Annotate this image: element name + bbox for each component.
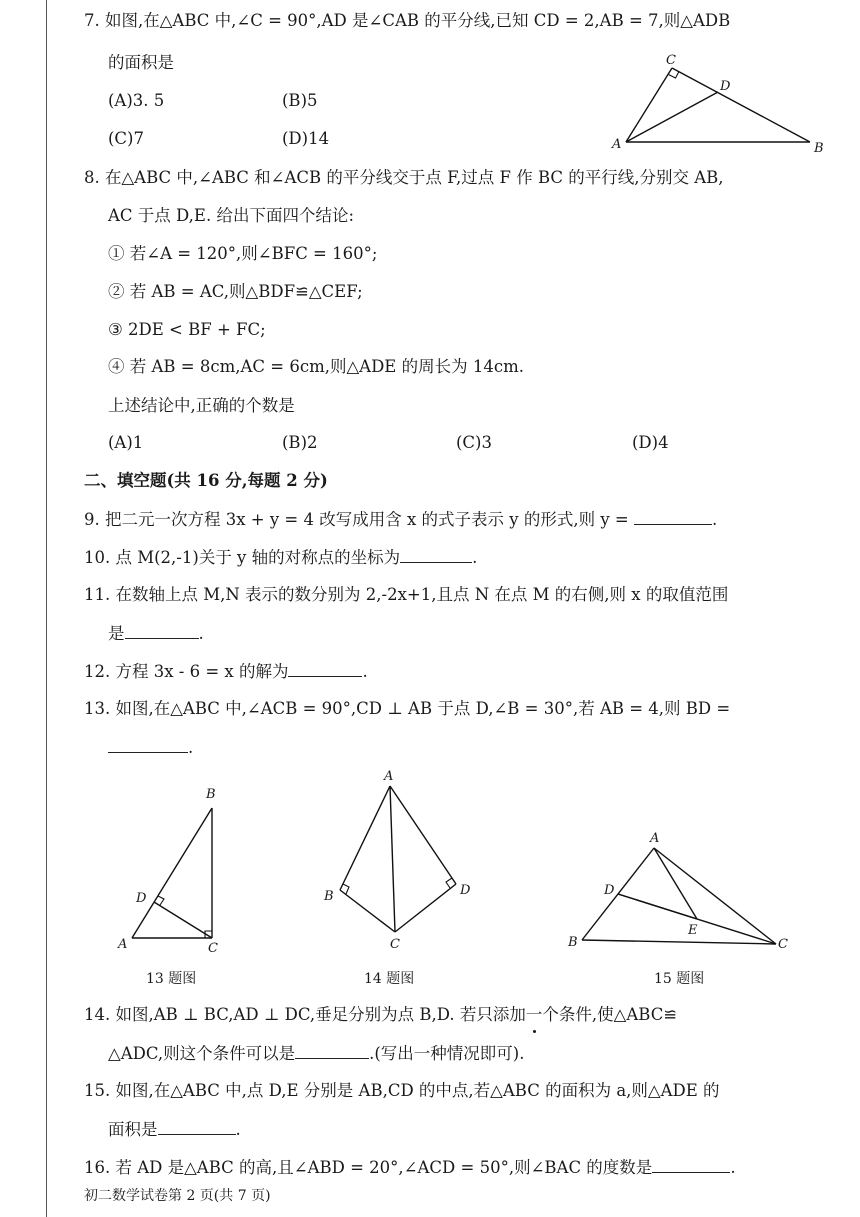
q8-option-a[interactable]: (A)1 — [108, 433, 144, 452]
q15-line2 — [108, 1118, 241, 1141]
q11-period: . — [198, 624, 204, 643]
q15-period: . — [235, 1120, 241, 1139]
q15-answer-blank[interactable] — [158, 1118, 236, 1135]
q16-line — [84, 1156, 736, 1179]
q7-option-d[interactable]: (D)14 — [282, 129, 330, 148]
q14-text-c: 个条件,使△ABC≌ — [542, 1005, 678, 1024]
figure-15 — [560, 828, 800, 962]
q14-line1 — [84, 1004, 677, 1026]
figure-15-caption: 15 题图 — [654, 971, 705, 987]
q10-line — [84, 546, 477, 569]
q9-text: 9. 把二元一次方程 3x + y = 4 改写成用含 x 的式子表示 y 的形式,则 y = — [84, 510, 629, 529]
figure-13 — [110, 778, 240, 962]
q9-period: . — [711, 510, 718, 529]
q11-answer-blank[interactable] — [125, 622, 199, 639]
q14-line2 — [108, 1042, 525, 1065]
f15-label-c: C — [778, 937, 788, 952]
q11-text-line2: 是 — [108, 624, 125, 643]
binding-margin-line — [46, 0, 47, 1217]
q15-text-line2: 面积是 — [108, 1120, 158, 1139]
q8-conclusion-4: ④ 若 AB = 8cm,AC = 6cm,则△ADE 的周长为 14cm. — [108, 357, 524, 376]
q10-period: . — [472, 548, 478, 567]
q8-stem-line2: AC 于点 D,E. 给出下面四个结论: — [108, 206, 355, 225]
q7-fig-label-c: C — [666, 53, 676, 68]
q9-answer-blank[interactable] — [634, 508, 712, 525]
q7-figure — [600, 46, 840, 160]
f13-label-b: B — [206, 787, 216, 802]
q14-text-line2a: △ADC,则这个条件可以是 — [108, 1044, 296, 1063]
figure-14-caption: 14 题图 — [364, 971, 415, 987]
q7-fig-label-d: D — [720, 79, 731, 94]
f13-label-a: A — [118, 937, 128, 952]
f15-label-d: D — [604, 883, 615, 898]
q10-answer-blank[interactable] — [400, 546, 472, 563]
q9-line — [84, 508, 717, 531]
q7-option-c[interactable]: (C)7 — [108, 129, 144, 148]
q7-stem-line2: 的面积是 — [108, 53, 174, 72]
q16-period: . — [730, 1158, 736, 1177]
f14-label-a: A — [384, 769, 394, 784]
q16-text: 16. 若 AD 是△ABC 的高,且∠ABD = 20°,∠ACD = 50°,则∠BAC 的度数是 — [84, 1158, 653, 1177]
f14-label-b: B — [324, 889, 334, 904]
q13-line2 — [108, 736, 193, 759]
q14-text-line2b: .(写出一种情况即可). — [369, 1044, 525, 1063]
q8-stem-line1: 8. 在△ABC 中,∠ABC 和∠ACB 的平分线交于点 F,过点 F 作 BC 的平行线,分别交 AB, — [84, 168, 724, 187]
q8-option-c[interactable]: (C)3 — [456, 433, 492, 452]
f13-label-c: C — [208, 941, 218, 956]
figure-14 — [310, 766, 480, 970]
q12-period: . — [362, 662, 368, 681]
q12-line — [84, 660, 368, 683]
f15-label-a: A — [650, 831, 660, 846]
q8-option-d[interactable]: (D)4 — [632, 433, 669, 452]
f13-label-d: D — [136, 891, 147, 906]
q8-question: 上述结论中,正确的个数是 — [108, 396, 295, 415]
q13-period: . — [188, 738, 194, 757]
q11-stem-line1: 11. 在数轴上点 M,N 表示的数分别为 2,-2x+1,且点 N 在点 M 的右侧,则 x 的取值范围 — [84, 585, 729, 604]
q7-fig-label-a: A — [612, 137, 622, 152]
q12-text: 12. 方程 3x - 6 = x 的解为 — [84, 662, 289, 681]
q7-option-a[interactable]: (A)3. 5 — [108, 91, 165, 110]
q13-stem-line1: 13. 如图,在△ABC 中,∠ACB = 90°,CD ⊥ AB 于点 D,∠B = 30°,若 AB = 4,则 BD = — [84, 699, 731, 718]
figure-13-caption: 13 题图 — [146, 971, 197, 987]
f15-label-e: E — [688, 923, 698, 938]
q11-line2 — [108, 622, 204, 645]
q12-answer-blank[interactable] — [288, 660, 362, 677]
q14-answer-blank[interactable] — [295, 1042, 369, 1059]
q10-text: 10. 点 M(2,-1)关于 y 轴的对称点的坐标为 — [84, 548, 401, 567]
q13-answer-blank[interactable] — [108, 736, 188, 753]
f15-label-b: B — [568, 935, 578, 950]
section-2-title: 二、填空题(共 16 分,每题 2 分) — [84, 471, 328, 490]
q7-stem-line1: 7. 如图,在△ABC 中,∠C = 90°,AD 是∠CAB 的平分线,已知 CD = 2,AB = 7,则△ADB — [84, 11, 731, 30]
q14-text-a: 14. 如图,AB ⊥ BC,AD ⊥ DC,垂足分别为点 B,D. 若只添加 — [84, 1005, 526, 1024]
q8-conclusion-1: ① 若∠A = 120°,则∠BFC = 160°; — [108, 244, 378, 263]
f14-label-c: C — [390, 937, 400, 952]
q7-fig-label-b: B — [814, 141, 824, 156]
page-footer: 初二数学试卷第 2 页(共 7 页) — [84, 1188, 271, 1204]
q15-stem-line1: 15. 如图,在△ABC 中,点 D,E 分别是 AB,CD 的中点,若△ABC 的面积为 a,则△ADE 的 — [84, 1081, 720, 1100]
q14-emphasis-word: 一 — [525, 1005, 543, 1024]
q16-answer-blank[interactable] — [652, 1156, 730, 1173]
q7-option-b[interactable]: (B)5 — [282, 91, 318, 110]
f14-label-d: D — [460, 883, 471, 898]
q8-conclusion-2: ② 若 AB = AC,则△BDF≌△CEF; — [108, 282, 363, 301]
q8-option-b[interactable]: (B)2 — [282, 433, 318, 452]
q8-conclusion-3: ③ 2DE < BF + FC; — [108, 320, 266, 339]
